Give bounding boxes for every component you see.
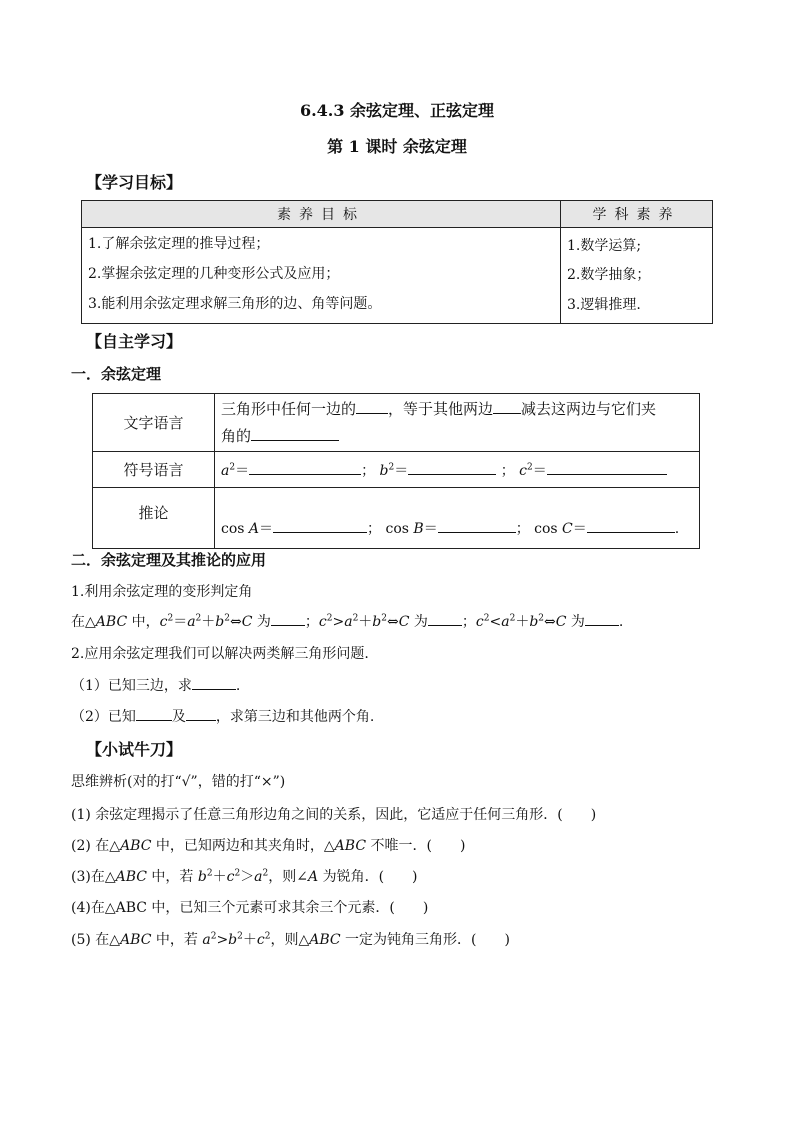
row-label-words: 文字语言 <box>93 394 215 452</box>
goals-table <box>81 200 713 324</box>
part2-item1: 1.利用余弦定理的变形判定角 <box>71 584 253 600</box>
blank[interactable] <box>438 518 516 533</box>
section-self-study-heading: 【自主学习】 <box>86 332 183 351</box>
blank[interactable] <box>192 675 236 690</box>
blank[interactable] <box>356 399 388 414</box>
blank[interactable] <box>249 460 361 475</box>
cosine-law-table <box>92 393 700 549</box>
part2-heading: 二．余弦定理及其推论的应用 <box>71 551 267 569</box>
quiz-item-2: (2) 在△ABC 中，已知两边和其夹角时，△ABC 不唯一．( ) <box>71 838 466 854</box>
literacy-item: 1.数学运算; <box>567 238 642 254</box>
blank[interactable] <box>251 426 339 441</box>
case1-line: （1）已知三边，求 . <box>71 675 240 695</box>
quiz-item-4: (4)在△ABC 中，已知三个元素可求其余三个元素．( ) <box>71 900 429 916</box>
literacy-item: 3.逻辑推理. <box>567 297 641 313</box>
document-subtitle: 第 1 课时 余弦定理 <box>327 137 467 156</box>
goals-right-cell <box>561 228 713 324</box>
blank[interactable] <box>547 460 667 475</box>
goals-header-left: 素养目标 <box>82 201 561 228</box>
blank[interactable] <box>408 460 496 475</box>
part2-item2: 2.应用余弦定理我们可以解决两类解三角形问题. <box>71 646 369 662</box>
blank[interactable] <box>585 611 619 626</box>
blank[interactable] <box>136 706 172 721</box>
goal-item: 3.能利用余弦定理求解三角形的边、角等问题。 <box>88 296 382 312</box>
blank[interactable] <box>271 611 305 626</box>
goal-item: 1.了解余弦定理的推导过程； <box>88 236 270 252</box>
goal-item: 2.掌握余弦定理的几种变形公式及应用； <box>88 266 340 282</box>
case2-line: （2）已知 及 ，求第三边和其他两个角. <box>71 706 374 726</box>
blank[interactable] <box>493 399 521 414</box>
symbols-cell: $a^2=$ ； $b^2=$ ； $c^2=$ <box>215 452 700 488</box>
blank[interactable] <box>273 518 367 533</box>
corollary-cell: cos A＝ ； cos B＝ ； cos C＝ . <box>215 488 700 549</box>
goals-left-cell <box>82 228 561 324</box>
blank[interactable] <box>587 518 675 533</box>
blank[interactable] <box>428 611 462 626</box>
section-try-heading: 【小试牛刀】 <box>86 740 183 759</box>
literacy-item: 2.数学抽象； <box>567 267 651 283</box>
quiz-item-1: (1) 余弦定理揭示了任意三角形边角之间的关系，因此，它适应于任何三角形．( ) <box>71 807 597 823</box>
document-title: 6.4.3 余弦定理、正弦定理 <box>299 101 495 120</box>
blank[interactable] <box>186 706 216 721</box>
goals-header-right: 学科素养 <box>561 201 713 228</box>
words-cell: 三角形中任何一边的 ，等于其他两边 减去这两边与它们夹 角的 <box>215 394 700 452</box>
quiz-item-3: (3)在△ABC 中，若 $b^2+c^2>a^2$，则∠A 为锐角．( ) <box>71 868 418 885</box>
row-label-corollary: 推论 <box>93 488 215 549</box>
part1-heading: 一．余弦定理 <box>71 365 162 383</box>
section-goals-heading: 【学习目标】 <box>86 173 183 192</box>
quiz-intro: 思维辨析(对的打“√”，错的打“×”) <box>71 774 286 790</box>
angle-criteria-line: 在△ABC 中，$c^2=a^2+b^2\Leftrightarrow C$ 为 ；$c^2>a^2+b^2\Leftrightarrow C$ 为 ；$c^2<a^2+b^2\Leftrightarrow C$ 为 . <box>71 611 623 631</box>
quiz-item-5: (5) 在△ABC 中，若 $a^2>b^2+c^2$，则△ABC 一定为钝角三角形．( ) <box>71 931 510 948</box>
row-label-symbols: 符号语言 <box>93 452 215 488</box>
